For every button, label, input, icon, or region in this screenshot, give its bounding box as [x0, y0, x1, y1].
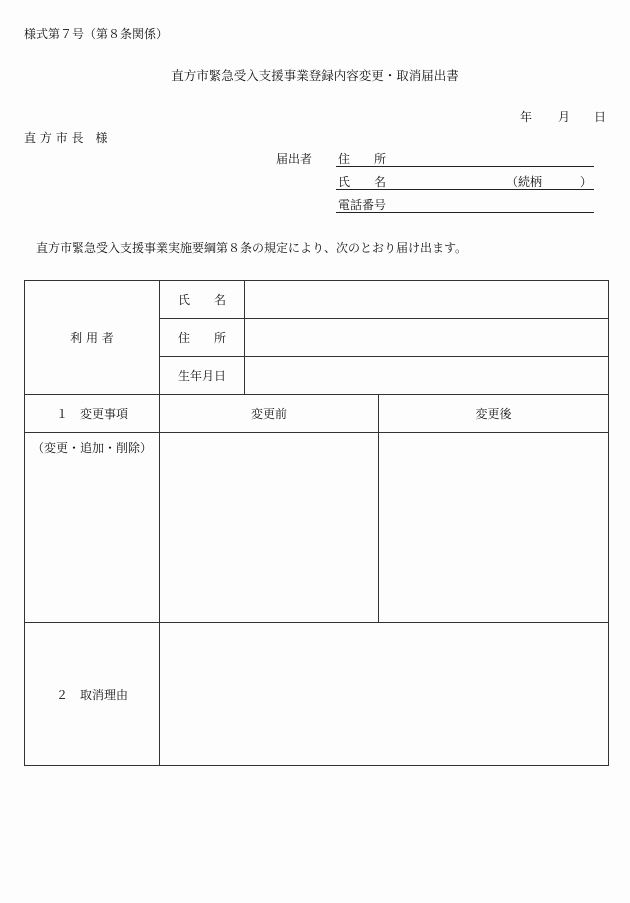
change-item-label: １ 変更事項: [25, 395, 160, 433]
cancel-reason-field[interactable]: [160, 623, 609, 766]
user-birthdate-label: 生年月日: [160, 357, 245, 395]
date-day-label: 日: [594, 110, 607, 124]
after-field[interactable]: [379, 433, 609, 623]
form-table: [24, 280, 609, 766]
applicant-phone-label: 電話番号: [338, 198, 387, 212]
relation-close: ）: [580, 175, 593, 189]
user-address-field[interactable]: [245, 319, 609, 357]
applicant-address-line[interactable]: [336, 166, 594, 167]
user-address-label: 住 所: [160, 319, 245, 357]
relation-open: （続柄: [506, 175, 543, 189]
statement: 直方市緊急受入支援事業実施要綱第８条の規定により、次のとおり届け出ます。: [36, 241, 468, 255]
applicant-phone-line[interactable]: [336, 212, 594, 213]
applicant-label: 届出者: [276, 152, 313, 166]
page-title: 直方市緊急受入支援事業登録内容変更・取消届出書: [171, 68, 459, 83]
after-header: 変更後: [379, 395, 609, 433]
applicant-name-label: 氏 名: [338, 175, 387, 189]
user-header: 利 用 者: [25, 281, 160, 395]
before-header: 変更前: [160, 395, 379, 433]
change-types-label: （変更・追加・削除）: [25, 433, 160, 623]
form-reference: 様式第７号（第８条関係）: [24, 27, 169, 41]
date-year-label: 年: [520, 110, 533, 124]
user-name-label: 氏 名: [160, 281, 245, 319]
date-month-label: 月: [558, 110, 571, 124]
user-birthdate-field[interactable]: [245, 357, 609, 395]
applicant-name-line[interactable]: [336, 189, 594, 190]
addressee: 直 方 市 長 様: [24, 131, 108, 145]
applicant-address-label: 住 所: [338, 152, 387, 166]
before-field[interactable]: [160, 433, 379, 623]
cancel-reason-label: ２ 取消理由: [25, 623, 160, 766]
user-name-field[interactable]: [245, 281, 609, 319]
